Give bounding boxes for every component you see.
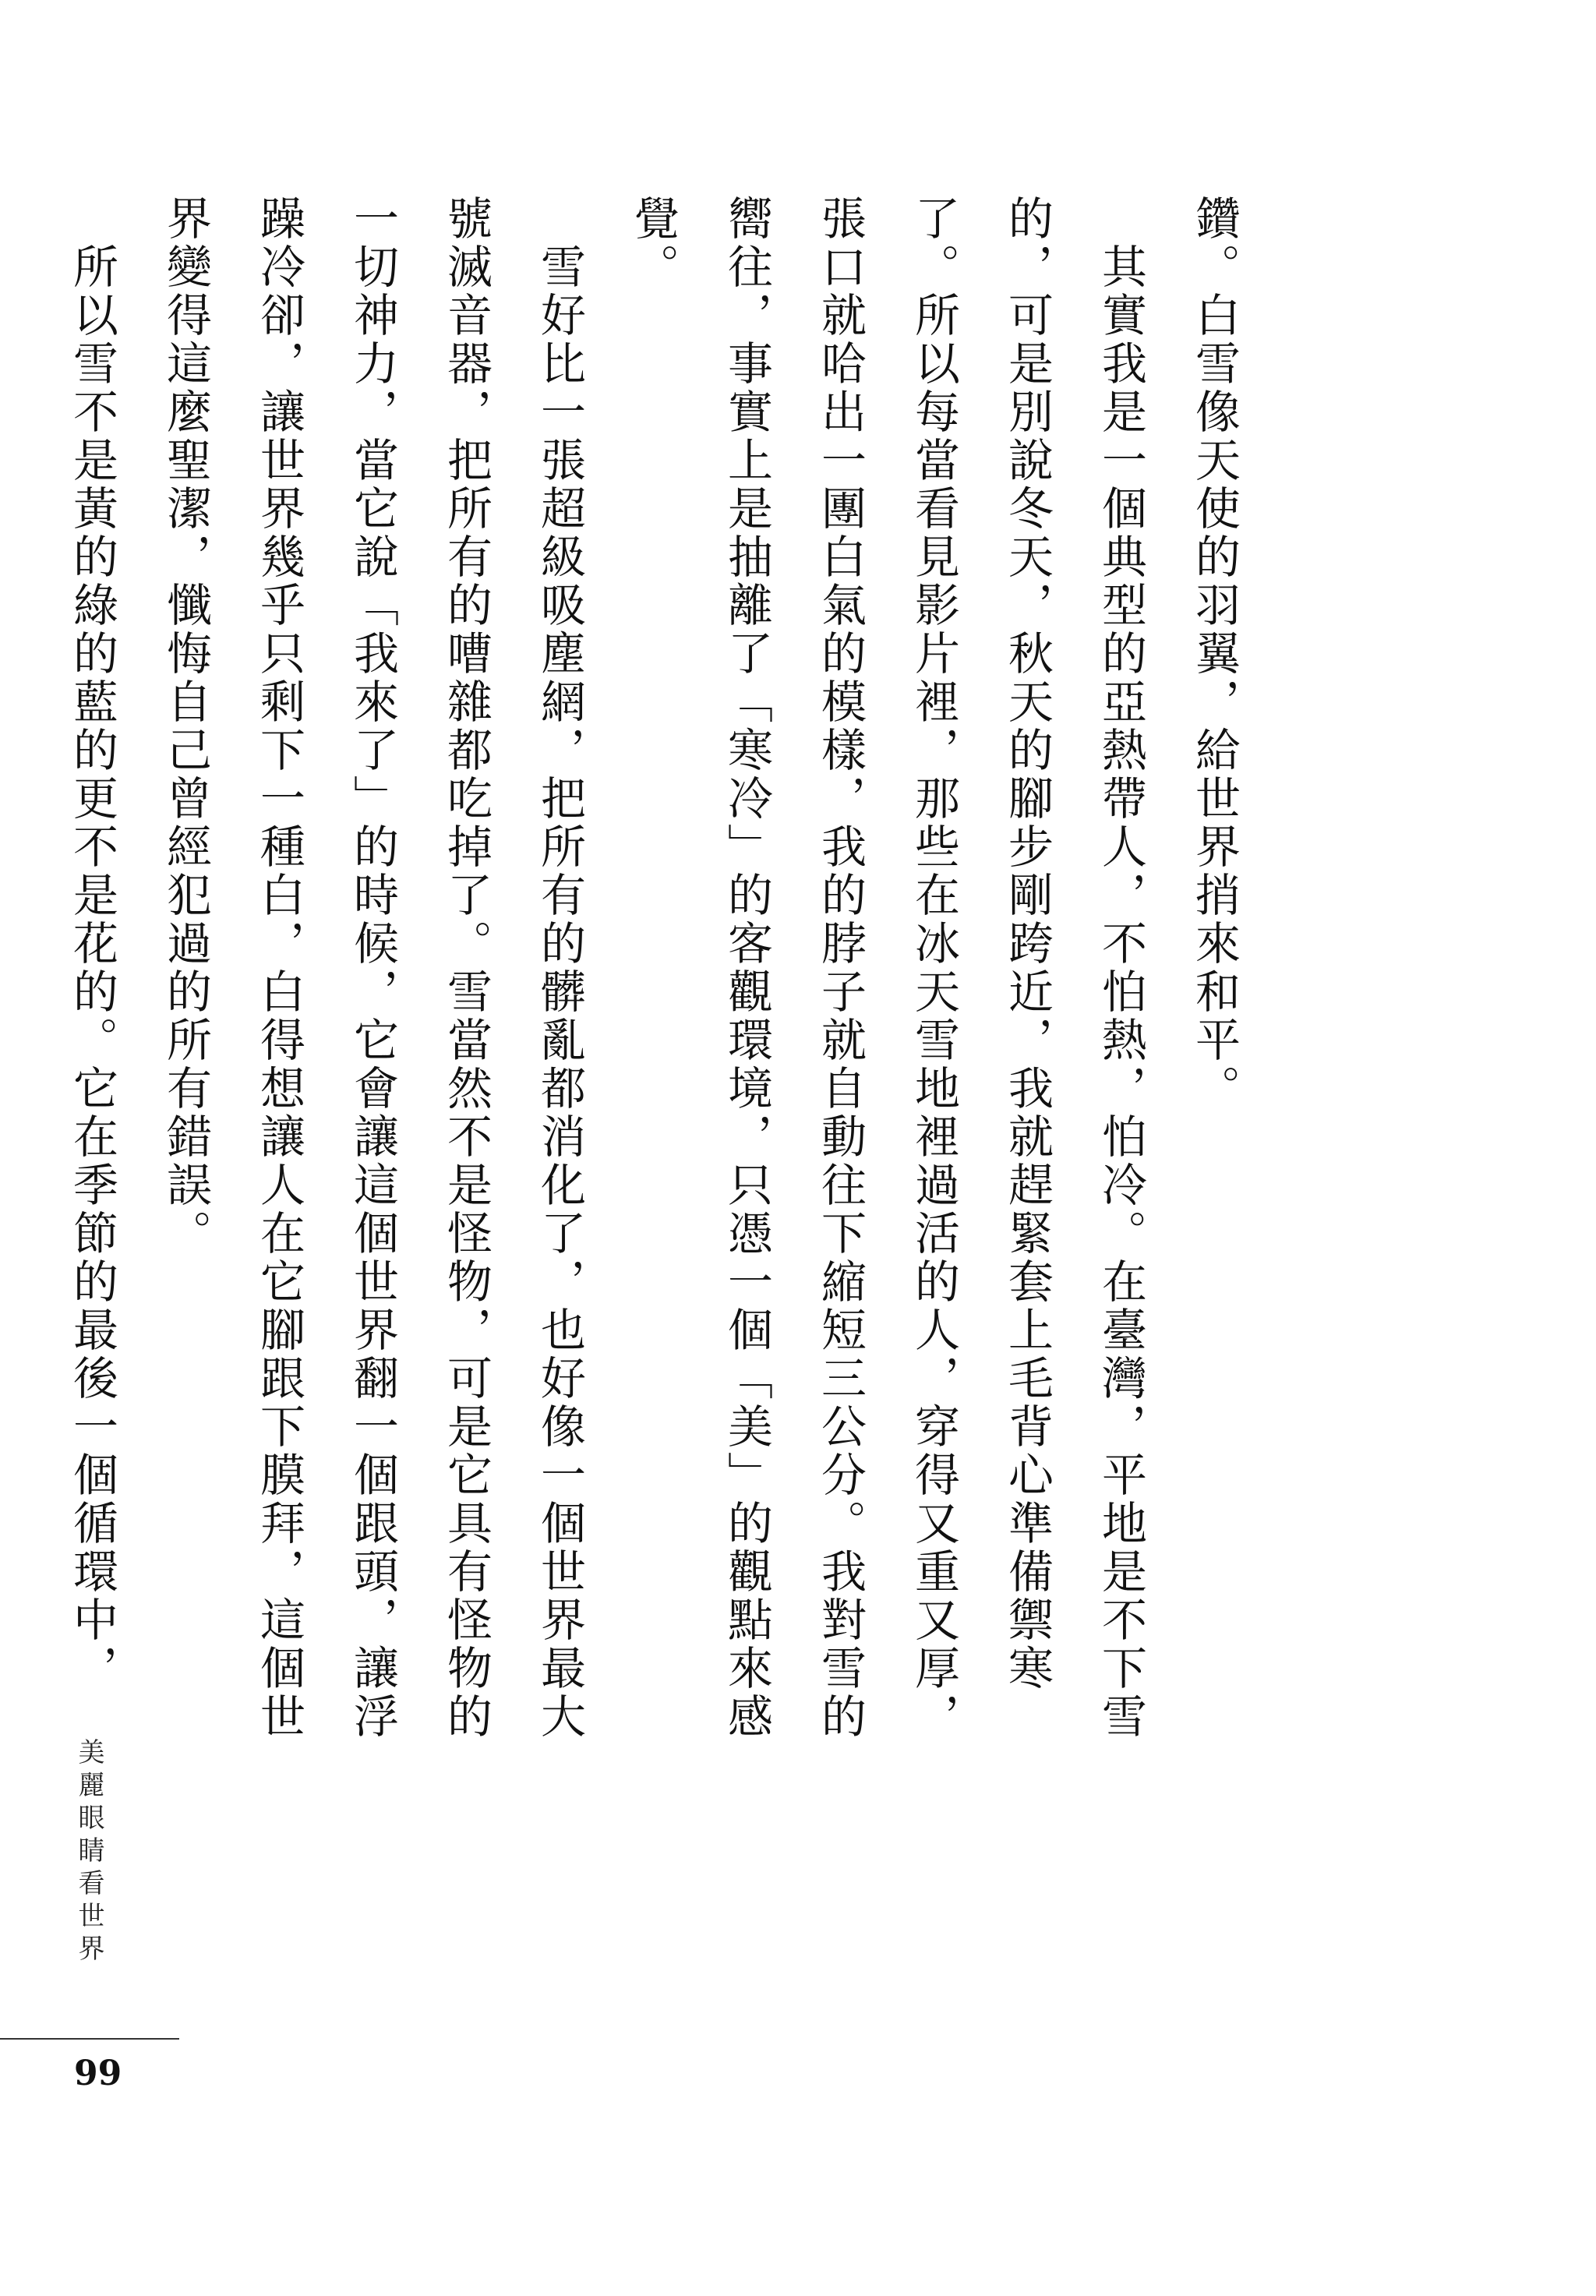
- paragraph-2-text: 其實我是一個典型的亞熱帶人，不怕熱，怕冷。在臺灣，平地是不下雪的，可是別說冬天，秋天的腳步剛跨近，我就趕緊套上毛背心準備禦寒了。所以每當看見影片裡，那些在冰天雪地裡過活的人，穿得又重又厚，張口就哈出一團白氣的模樣，我的脖子就自動往下縮短三公分。我對雪的嚮往，事實上是抽離了「寒冷」的客觀環境，只憑一個「美」的觀點來感覺。: [627, 195, 1147, 1741]
- paragraph-3: [139, 195, 606, 1754]
- paragraph-3-text: 雪好比一張超級吸塵網，把所有的髒亂都消化了，也好像一個世界最大號滅音器，把所有的嘈雜都吃掉了。雪當然不是怪物，可是它具有怪物的一切神力，當它說「我來了」的時候，它會讓這個世界翻一個跟頭，讓浮躁冷卻，讓世界幾乎只剩下一種白，白得想讓人在它腳跟下膜拜，這個世界變得這麼聖潔，懺悔自己曾經犯過的所有錯誤。: [159, 195, 586, 1741]
- page-number: 99: [74, 2054, 122, 2093]
- page-footer: [55, 1738, 132, 2093]
- paragraph-4-text: 所以雪不是黃的綠的藍的更不是花的。它在季節的最後一個循環中，: [65, 243, 118, 1693]
- book-title: 美麗眼睛看世界: [73, 1738, 104, 1967]
- paragraph-1-text: 鑽。白雪像天使的羽翼，給世界捎來和平。: [1188, 195, 1241, 1113]
- paragraph-2: [606, 195, 1167, 1754]
- footer-divider: [0, 2038, 179, 2040]
- paragraph-1: [1167, 195, 1261, 1754]
- body-text: [65, 195, 1261, 1754]
- paragraph-4: [45, 195, 139, 1754]
